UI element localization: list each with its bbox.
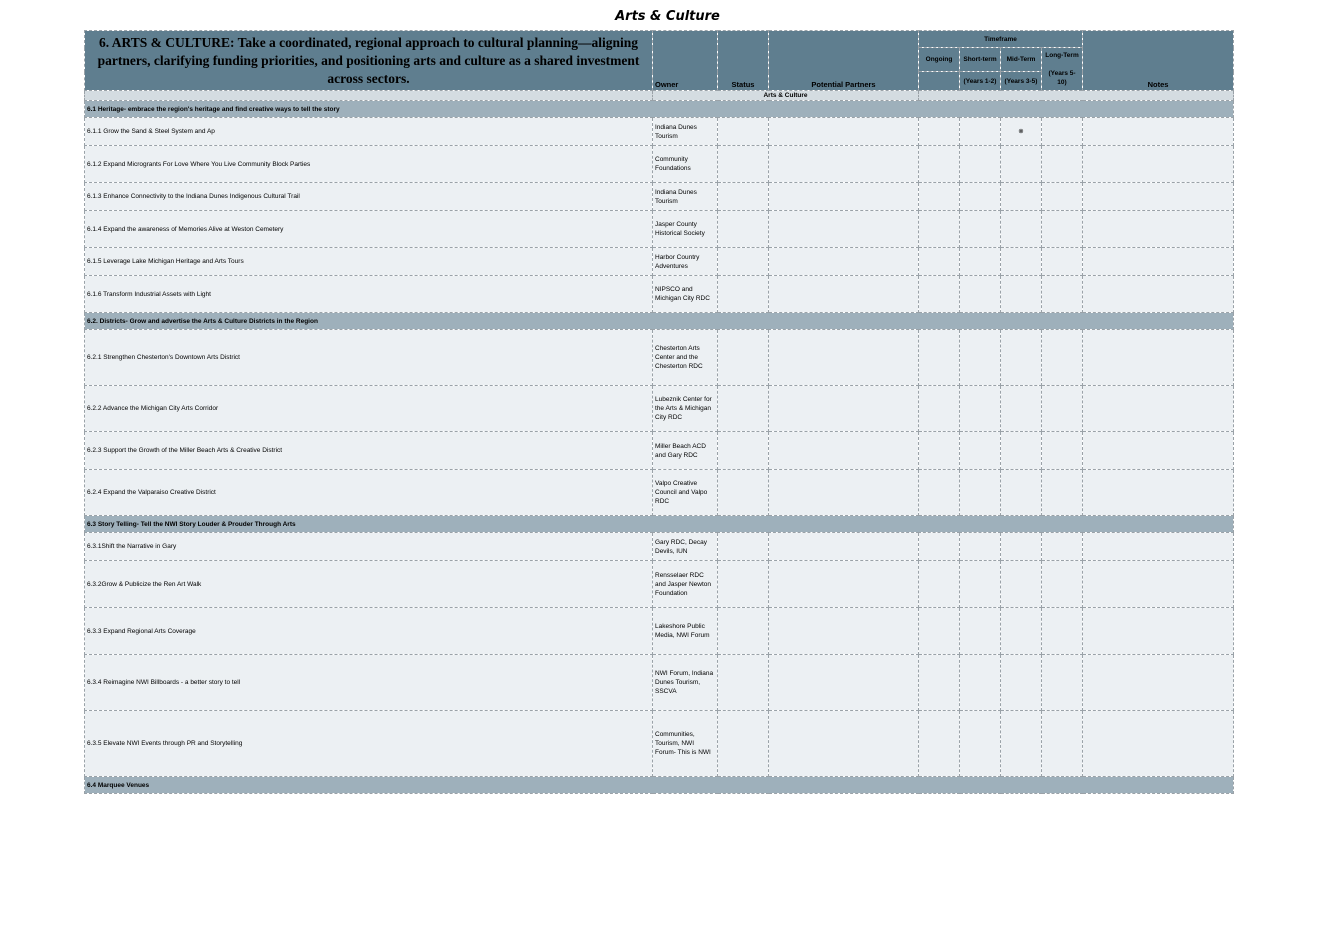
notes-cell[interactable] bbox=[1083, 248, 1234, 276]
short-term-cell[interactable] bbox=[960, 655, 1001, 711]
status-cell[interactable] bbox=[718, 533, 769, 561]
timeframe-header: Timeframe bbox=[919, 31, 1083, 48]
long-term-cell[interactable] bbox=[1042, 146, 1083, 183]
short-term-cell[interactable] bbox=[960, 470, 1001, 516]
section-title: 6.3 Story Telling- Tell the NWI Story Louder & Prouder Through Arts bbox=[85, 516, 1234, 533]
status-cell[interactable] bbox=[718, 146, 769, 183]
ongoing-cell[interactable] bbox=[919, 330, 960, 386]
table-row bbox=[85, 118, 1234, 146]
notes-cell[interactable] bbox=[1083, 561, 1234, 608]
status-cell[interactable] bbox=[718, 386, 769, 432]
long-term-cell[interactable] bbox=[1042, 276, 1083, 313]
long-term-cell[interactable] bbox=[1042, 608, 1083, 655]
partners-cell[interactable] bbox=[769, 470, 919, 516]
long-term-cell[interactable] bbox=[1042, 118, 1083, 146]
table-row bbox=[85, 470, 1234, 516]
partners-cell[interactable] bbox=[769, 248, 919, 276]
mid-term-cell[interactable] bbox=[1001, 248, 1042, 276]
notes-cell[interactable] bbox=[1083, 386, 1234, 432]
notes-cell[interactable] bbox=[1083, 118, 1234, 146]
status-cell[interactable] bbox=[718, 276, 769, 313]
circled-x-icon: ⊗ bbox=[1018, 128, 1024, 135]
action-cell: 6.3.1Shift the Narrative in Gary bbox=[85, 533, 653, 561]
short-term-cell[interactable] bbox=[960, 211, 1001, 248]
notes-cell[interactable] bbox=[1083, 432, 1234, 470]
table-row bbox=[85, 183, 1234, 211]
partners-cell[interactable] bbox=[769, 432, 919, 470]
table-row bbox=[85, 330, 1234, 386]
long-term-cell[interactable] bbox=[1042, 533, 1083, 561]
status-cell[interactable] bbox=[718, 655, 769, 711]
action-cell: 6.1.2 Expand Microgrants For Love Where You Live Community Block Parties bbox=[85, 146, 653, 183]
status-cell[interactable] bbox=[718, 211, 769, 248]
ongoing-cell[interactable] bbox=[919, 183, 960, 211]
page-title: Arts & Culture bbox=[615, 9, 720, 24]
short-term-cell[interactable] bbox=[960, 432, 1001, 470]
table-row bbox=[85, 248, 1234, 276]
status-cell[interactable] bbox=[718, 118, 769, 146]
section-row bbox=[85, 777, 1234, 794]
notes-cell[interactable] bbox=[1083, 711, 1234, 777]
long-term-cell[interactable] bbox=[1042, 561, 1083, 608]
mid-term-cell[interactable] bbox=[1001, 386, 1042, 432]
owner-cell: Indiana Dunes Tourism bbox=[653, 183, 718, 211]
action-cell: 6.3.3 Expand Regional Arts Coverage bbox=[85, 608, 653, 655]
long-term-cell[interactable] bbox=[1042, 183, 1083, 211]
ongoing-cell[interactable] bbox=[919, 248, 960, 276]
partners-cell[interactable] bbox=[769, 211, 919, 248]
ongoing-cell[interactable] bbox=[919, 146, 960, 183]
short-term-cell[interactable] bbox=[960, 608, 1001, 655]
status-cell[interactable] bbox=[718, 432, 769, 470]
short-term-cell[interactable] bbox=[960, 118, 1001, 146]
partners-cell[interactable] bbox=[769, 118, 919, 146]
ongoing-cell[interactable] bbox=[919, 386, 960, 432]
action-cell: 6.1.1 Grow the Sand & Steel System and Ap bbox=[85, 118, 653, 146]
long-term-column-header: Long-Term (Years 5-10) bbox=[1042, 48, 1083, 91]
mid-term-cell[interactable] bbox=[1001, 470, 1042, 516]
mid-term-cell[interactable] bbox=[1001, 533, 1042, 561]
section-headline: 6. ARTS & CULTURE: Take a coordinated, regional approach to cultural planning—aligning partners, clarifying funding priorities, and positioning arts and culture as a shared investment across sectors. bbox=[85, 31, 653, 91]
notes-cell[interactable] bbox=[1083, 655, 1234, 711]
long-term-cell[interactable] bbox=[1042, 386, 1083, 432]
ongoing-cell[interactable] bbox=[919, 608, 960, 655]
ongoing-cell[interactable] bbox=[919, 276, 960, 313]
section-row bbox=[85, 313, 1234, 330]
table-row bbox=[85, 146, 1234, 183]
owner-cell: Harbor Country Adventures bbox=[653, 248, 718, 276]
section-title: 6.2. Districts- Grow and advertise the Arts & Culture Districts in the Region bbox=[85, 313, 1234, 330]
notes-cell[interactable] bbox=[1083, 146, 1234, 183]
long-term-cell[interactable] bbox=[1042, 655, 1083, 711]
action-cell: 6.1.3 Enhance Connectivity to the Indiana Dunes Indigenous Cultural Trail bbox=[85, 183, 653, 211]
short-term-cell[interactable] bbox=[960, 248, 1001, 276]
action-cell: 6.3.5 Elevate NWI Events through PR and Storytelling bbox=[85, 711, 653, 777]
mid-term-cell[interactable] bbox=[1001, 655, 1042, 711]
notes-column-header: Notes bbox=[1083, 31, 1234, 91]
mid-term-cell[interactable] bbox=[1001, 118, 1042, 146]
status-cell[interactable] bbox=[718, 470, 769, 516]
long-term-cell[interactable] bbox=[1042, 330, 1083, 386]
table-row bbox=[85, 561, 1234, 608]
action-cell: 6.2.1 Strengthen Chesterton's Downtown Arts District bbox=[85, 330, 653, 386]
action-cell: 6.2.3 Support the Growth of the Miller Beach Arts & Creative District bbox=[85, 432, 653, 470]
partners-cell[interactable] bbox=[769, 533, 919, 561]
mid-term-years: (Years 3-5) bbox=[1001, 72, 1042, 91]
short-term-cell[interactable] bbox=[960, 330, 1001, 386]
status-cell[interactable] bbox=[718, 248, 769, 276]
table-row bbox=[85, 386, 1234, 432]
ongoing-cell[interactable] bbox=[919, 711, 960, 777]
action-cell: 6.3.4 Reimagine NWI Billboards - a better story to tell bbox=[85, 655, 653, 711]
partners-cell[interactable] bbox=[769, 608, 919, 655]
notes-cell[interactable] bbox=[1083, 330, 1234, 386]
notes-cell[interactable] bbox=[1083, 211, 1234, 248]
partners-cell[interactable] bbox=[769, 183, 919, 211]
owner-cell: Communities, Tourism, NWI Forum- This is NWI bbox=[653, 711, 718, 777]
ongoing-cell[interactable] bbox=[919, 118, 960, 146]
owner-cell: NIPSCO and Michigan City RDC bbox=[653, 276, 718, 313]
table-row bbox=[85, 655, 1234, 711]
owner-cell: Jasper County Historical Society bbox=[653, 211, 718, 248]
mid-term-cell[interactable] bbox=[1001, 608, 1042, 655]
notes-cell[interactable] bbox=[1083, 533, 1234, 561]
partners-cell[interactable] bbox=[769, 711, 919, 777]
short-term-cell[interactable] bbox=[960, 146, 1001, 183]
short-term-cell[interactable] bbox=[960, 561, 1001, 608]
status-column-header: Status bbox=[718, 31, 769, 91]
status-cell[interactable] bbox=[718, 330, 769, 386]
short-term-cell[interactable] bbox=[960, 533, 1001, 561]
owner-cell: Gary RDC, Decay Devils, IUN bbox=[653, 533, 718, 561]
short-term-cell[interactable] bbox=[960, 276, 1001, 313]
owner-cell: Indiana Dunes Tourism bbox=[653, 118, 718, 146]
ongoing-cell[interactable] bbox=[919, 211, 960, 248]
notes-cell[interactable] bbox=[1083, 608, 1234, 655]
owner-cell: Miller Beach ACD and Gary RDC bbox=[653, 432, 718, 470]
action-cell: 6.3.2Grow & Publicize the Ren Art Walk bbox=[85, 561, 653, 608]
owner-column-header: Owner bbox=[653, 31, 718, 91]
owner-cell: Lakeshore Public Media, NWI Forum bbox=[653, 608, 718, 655]
section-row bbox=[85, 101, 1234, 118]
partners-column-header: Potential Partners bbox=[769, 31, 919, 91]
mid-term-cell[interactable] bbox=[1001, 711, 1042, 777]
table-row bbox=[85, 211, 1234, 248]
long-term-cell[interactable] bbox=[1042, 432, 1083, 470]
ongoing-cell[interactable] bbox=[919, 655, 960, 711]
table-row bbox=[85, 533, 1234, 561]
long-term-cell[interactable] bbox=[1042, 248, 1083, 276]
section-title: 6.4 Marquee Venues bbox=[85, 777, 1234, 794]
action-cell: 6.1.6 Transform Industrial Assets with Light bbox=[85, 276, 653, 313]
mid-term-cell[interactable] bbox=[1001, 276, 1042, 313]
long-term-cell[interactable] bbox=[1042, 470, 1083, 516]
mid-term-cell[interactable] bbox=[1001, 183, 1042, 211]
section-row bbox=[85, 516, 1234, 533]
short-term-cell[interactable] bbox=[960, 386, 1001, 432]
mid-term-cell[interactable] bbox=[1001, 561, 1042, 608]
owner-cell: Chesterton Arts Center and the Chesterton RDC bbox=[653, 330, 718, 386]
owner-cell: Valpo Creative Council and Valpo RDC bbox=[653, 470, 718, 516]
status-cell[interactable] bbox=[718, 561, 769, 608]
long-term-cell[interactable] bbox=[1042, 211, 1083, 248]
ongoing-cell[interactable] bbox=[919, 561, 960, 608]
table-row bbox=[85, 432, 1234, 470]
partners-cell[interactable] bbox=[769, 276, 919, 313]
short-term-cell[interactable] bbox=[960, 711, 1001, 777]
partners-cell[interactable] bbox=[769, 561, 919, 608]
partners-cell[interactable] bbox=[769, 386, 919, 432]
action-cell: 6.2.4 Expand the Valparaiso Creative District bbox=[85, 470, 653, 516]
owner-cell: Lubeznik Center for the Arts & Michigan City RDC bbox=[653, 386, 718, 432]
table-row bbox=[85, 711, 1234, 777]
mid-term-cell[interactable] bbox=[1001, 146, 1042, 183]
header-row bbox=[85, 31, 1234, 48]
action-cell: 6.1.5 Leverage Lake Michigan Heritage and Arts Tours bbox=[85, 248, 653, 276]
partners-cell[interactable] bbox=[769, 330, 919, 386]
status-cell[interactable] bbox=[718, 608, 769, 655]
table-subtitle-row bbox=[85, 91, 1234, 101]
owner-cell: Community Foundations bbox=[653, 146, 718, 183]
owner-cell: NWI Forum, Indiana Dunes Tourism, SSCVA bbox=[653, 655, 718, 711]
mid-term-column-header: Mid-Term bbox=[1001, 48, 1042, 72]
action-cell: 6.1.4 Expand the awareness of Memories Alive at Weston Cemetery bbox=[85, 211, 653, 248]
partners-cell[interactable] bbox=[769, 655, 919, 711]
mid-term-cell[interactable] bbox=[1001, 211, 1042, 248]
status-cell[interactable] bbox=[718, 183, 769, 211]
ongoing-cell[interactable] bbox=[919, 432, 960, 470]
action-cell: 6.2.2 Advance the Michigan City Arts Corridor bbox=[85, 386, 653, 432]
owner-cell: Rensselaer RDC and Jasper Newton Foundation bbox=[653, 561, 718, 608]
table-subtitle: Arts & Culture bbox=[653, 91, 919, 101]
long-term-cell[interactable] bbox=[1042, 711, 1083, 777]
short-term-cell[interactable] bbox=[960, 183, 1001, 211]
notes-cell[interactable] bbox=[1083, 276, 1234, 313]
action-plan-table bbox=[84, 30, 1234, 794]
section-title: 6.1 Heritage- embrace the region's heritage and find creative ways to tell the story bbox=[85, 101, 1234, 118]
ongoing-cell[interactable] bbox=[919, 470, 960, 516]
mid-term-cell[interactable] bbox=[1001, 330, 1042, 386]
short-term-years: (Years 1-2) bbox=[960, 72, 1001, 91]
ongoing-column-header: Ongoing bbox=[919, 48, 960, 72]
ongoing-cell[interactable] bbox=[919, 533, 960, 561]
partners-cell[interactable] bbox=[769, 146, 919, 183]
notes-cell[interactable] bbox=[1083, 183, 1234, 211]
mid-term-cell[interactable] bbox=[1001, 432, 1042, 470]
notes-cell[interactable] bbox=[1083, 470, 1234, 516]
table-row bbox=[85, 276, 1234, 313]
short-term-column-header: Short-term bbox=[960, 48, 1001, 72]
table-row bbox=[85, 608, 1234, 655]
status-cell[interactable] bbox=[718, 711, 769, 777]
